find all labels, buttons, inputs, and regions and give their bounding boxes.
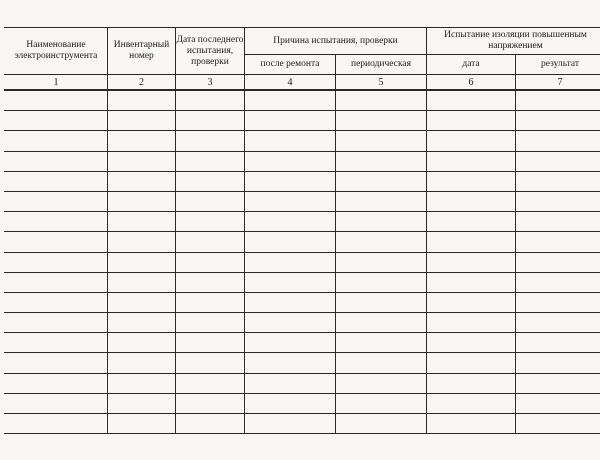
table-row [5, 292, 600, 312]
table-cell [245, 393, 336, 413]
table-cell [176, 232, 245, 252]
table-cell [516, 292, 600, 312]
header-last-test-date: Дата последнего испытания, проверки [176, 28, 245, 75]
table-cell [108, 272, 176, 292]
table-cell [427, 313, 516, 333]
table-cell [5, 212, 108, 232]
column-number: 3 [176, 75, 245, 91]
table-cell [516, 131, 600, 151]
table-cell [245, 333, 336, 353]
table-cell [176, 111, 245, 131]
table-row [5, 333, 600, 353]
table-cell [245, 171, 336, 191]
column-number: 6 [427, 75, 516, 91]
table-cell [108, 151, 176, 171]
table-cell [336, 212, 427, 232]
table-row [5, 414, 600, 434]
table-cell [176, 414, 245, 434]
table-cell [516, 353, 600, 373]
table-cell [176, 252, 245, 272]
table-cell [5, 313, 108, 333]
table-cell [176, 333, 245, 353]
table-cell [245, 373, 336, 393]
table-cell [427, 232, 516, 252]
table-cell [108, 252, 176, 272]
table-cell [5, 272, 108, 292]
table-cell [5, 151, 108, 171]
table-cell [516, 111, 600, 131]
table-cell [427, 212, 516, 232]
table-cell [108, 414, 176, 434]
table-cell [176, 393, 245, 413]
table-cell [108, 313, 176, 333]
column-number: 2 [108, 75, 176, 91]
inspection-log-table [4, 27, 600, 434]
table-cell [176, 373, 245, 393]
table-row [5, 151, 600, 171]
table-cell [108, 232, 176, 252]
table-cell [245, 151, 336, 171]
table-header [5, 28, 600, 75]
table-cell [336, 151, 427, 171]
table-row [5, 232, 600, 252]
table-cell [336, 191, 427, 211]
table-cell [427, 151, 516, 171]
table-cell [336, 333, 427, 353]
table-cell [245, 272, 336, 292]
table-row [5, 373, 600, 393]
table-cell [427, 131, 516, 151]
table-cell [5, 393, 108, 413]
table-cell [108, 90, 176, 111]
table-cell [336, 232, 427, 252]
table-cell [336, 313, 427, 333]
table-cell [427, 414, 516, 434]
table-cell [5, 333, 108, 353]
table-cell [336, 373, 427, 393]
table-cell [336, 90, 427, 111]
table-cell [516, 90, 600, 111]
table-row [5, 191, 600, 211]
column-number: 1 [5, 75, 108, 91]
table-cell [427, 373, 516, 393]
table-cell [516, 272, 600, 292]
table-cell [427, 111, 516, 131]
table-cell [5, 111, 108, 131]
table-cell [427, 252, 516, 272]
table-cell [5, 90, 108, 111]
table-row [5, 393, 600, 413]
table-cell [336, 393, 427, 413]
header-test-reason: Причина испытания, проверки [245, 28, 427, 55]
column-number: 4 [245, 75, 336, 91]
table-cell [516, 252, 600, 272]
table-body [5, 75, 600, 434]
table-row [5, 353, 600, 373]
header-insulation-date: дата [427, 55, 516, 75]
table-cell [245, 111, 336, 131]
table-cell [516, 414, 600, 434]
table-cell [5, 353, 108, 373]
header-periodic: периодическая [336, 55, 427, 75]
table-cell [516, 373, 600, 393]
table-cell [176, 191, 245, 211]
table-cell [176, 131, 245, 151]
table-cell [5, 171, 108, 191]
table-cell [176, 353, 245, 373]
table-cell [176, 313, 245, 333]
table-cell [108, 292, 176, 312]
table-cell [176, 90, 245, 111]
column-number: 7 [516, 75, 600, 91]
table-cell [427, 333, 516, 353]
table-cell [108, 111, 176, 131]
table-cell [5, 414, 108, 434]
table-cell [176, 151, 245, 171]
table-cell [176, 292, 245, 312]
table-cell [427, 272, 516, 292]
table-cell [108, 191, 176, 211]
table-cell [516, 212, 600, 232]
table-cell [108, 373, 176, 393]
table-cell [427, 393, 516, 413]
table-cell [176, 171, 245, 191]
table-cell [108, 212, 176, 232]
table-cell [108, 171, 176, 191]
table-cell [516, 393, 600, 413]
table-cell [176, 212, 245, 232]
header-after-repair: после ремонта [245, 55, 336, 75]
table-cell [427, 353, 516, 373]
table-row [5, 252, 600, 272]
table-cell [516, 171, 600, 191]
table-cell [336, 292, 427, 312]
column-number-row [5, 75, 600, 91]
table-cell [5, 292, 108, 312]
table-cell [336, 414, 427, 434]
header-insulation-test: Испытание изоляции повышенным напряжением [427, 28, 600, 55]
header-tool-name: Наименование электроинструмента [5, 28, 108, 75]
table-cell [245, 414, 336, 434]
table-cell [516, 333, 600, 353]
table-cell [176, 272, 245, 292]
table-cell [516, 151, 600, 171]
table-cell [108, 353, 176, 373]
table-cell [245, 212, 336, 232]
table-row [5, 90, 600, 111]
table-cell [245, 353, 336, 373]
header-inventory-number: Инвентарный номер [108, 28, 176, 75]
table-cell [108, 131, 176, 151]
table-cell [245, 313, 336, 333]
table-cell [516, 191, 600, 211]
table-cell [427, 191, 516, 211]
table-cell [5, 191, 108, 211]
table-cell [5, 252, 108, 272]
table-cell [5, 131, 108, 151]
table-row [5, 272, 600, 292]
table-row [5, 212, 600, 232]
table-row [5, 111, 600, 131]
table-cell [336, 272, 427, 292]
table-cell [108, 393, 176, 413]
table-cell [5, 232, 108, 252]
column-number: 5 [336, 75, 427, 91]
table-cell [245, 90, 336, 111]
table-cell [5, 373, 108, 393]
table-cell [336, 252, 427, 272]
header-insulation-result: результат [516, 55, 600, 75]
table-cell [108, 333, 176, 353]
table-cell [245, 252, 336, 272]
table-row [5, 171, 600, 191]
table-cell [245, 131, 336, 151]
table-row [5, 313, 600, 333]
table-cell [336, 353, 427, 373]
table-cell [336, 171, 427, 191]
table-row [5, 131, 600, 151]
table-cell [336, 111, 427, 131]
table-cell [245, 191, 336, 211]
table-cell [245, 232, 336, 252]
table-cell [336, 131, 427, 151]
table-cell [427, 90, 516, 111]
table-cell [427, 292, 516, 312]
table-cell [427, 171, 516, 191]
table-cell [516, 313, 600, 333]
table-cell [245, 292, 336, 312]
table-cell [516, 232, 600, 252]
